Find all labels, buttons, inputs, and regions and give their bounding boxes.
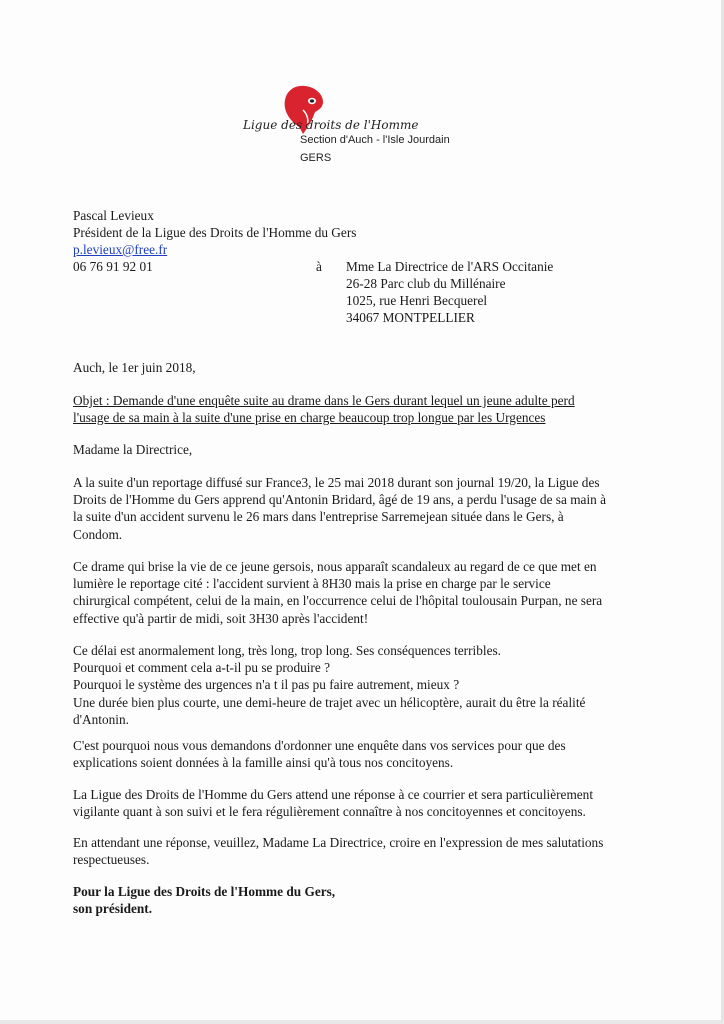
scan-edge-bottom (0, 1020, 724, 1024)
logo-region-text: GERS (300, 152, 332, 164)
body-paragraph (73, 737, 653, 771)
paragraph-line: chirurgical compétent, celui de la main, en l'occurrence celui de l'hôpital toulousain Purpan, ne sera (73, 593, 603, 609)
paragraph-line: La Ligue des Droits de l'Homme du Gers attend une réponse à ce courrier et sera particulièrement (73, 787, 594, 802)
paragraph-line: Une durée bien plus courte, une demi-heure de trajet avec un hélicoptère, aurait du être la réalité (73, 694, 586, 710)
paragraph-line: Ce drame qui brise la vie de ce jeune gersois, nous apparaît scandaleux au regard de ce que met en (73, 559, 597, 574)
paragraph-line: En attendant une réponse, veuillez, Madame La Directrice, croire en l'expression de mes salutations (73, 835, 604, 850)
paragraph-line: Condom. (73, 526, 123, 542)
salutation: Madame la Directrice, (73, 442, 193, 457)
body-paragraph (73, 834, 653, 868)
sender-name: Pascal Levieux (73, 208, 154, 223)
logo-section-text: Section d'Auch - l'Isle Jourdain (300, 134, 450, 146)
body-paragraph (73, 642, 653, 728)
paragraph-line: Ce délai est anormalement long, très long, trop long. Ses conséquences terribles. (73, 643, 501, 658)
ldh-logo (243, 80, 493, 175)
paragraph-line: la suite d'un accident survenu le 26 mars dans l'entreprise Sarremejean située dans le Gers, à (73, 509, 564, 525)
sender-title: Président de la Ligue des Droits de l'Homme du Gers (73, 225, 357, 240)
paragraph-line: A la suite d'un reportage diffusé sur France3, le 25 mai 2018 durant son journal 19/20, la Ligue des (73, 475, 600, 490)
sender-email-link[interactable]: p.levieux@free.fr (73, 242, 168, 257)
sender-phone: 06 76 91 92 01 (73, 259, 153, 274)
signature-line2: son président. (73, 901, 153, 916)
body-paragraph (73, 786, 653, 820)
paragraph-line: Droits de l'Homme du Gers apprend qu'Antonin Bridard, âgé de 19 ans, a perdu l'usage de sa main à (73, 492, 607, 508)
body-paragraph (73, 474, 653, 543)
letter-date: Auch, le 1er juin 2018, (73, 360, 196, 375)
paragraph-line: vigilante quant à son suivi et le fera régulièrement connaître à nos concitoyennes et concitoyens. (73, 804, 586, 820)
paragraph-line: C'est pourquoi nous vous demandons d'ordonner une enquête dans vos services pour que des (73, 738, 566, 753)
recipient-line2: 26-28 Parc club du Millénaire (346, 276, 506, 291)
recipient-line4: 34067 MONTPELLIER (346, 310, 475, 325)
paragraph-line: lumière le reportage cité : l'accident survient à 8H30 mais la prise en charge par le service (73, 576, 551, 592)
subject-line2: l'usage de sa main à la suite d'une prise en charge beaucoup trop longue par les Urgences (73, 410, 546, 425)
logo-script-text: Ligue des droits de l'Homme (243, 118, 419, 132)
paragraph-line: respectueuses. (73, 852, 150, 868)
paragraph-line: d'Antonin. (73, 711, 129, 727)
paragraph-line: explications soient données à la famille ainsi qu'à tous nos concitoyens. (73, 755, 454, 771)
paragraph-line: Pourquoi le système des urgences n'a t il pas pu faire autrement, mieux ? (73, 677, 460, 693)
paragraph-line: effective qu'à partir de midi, soit 3H30 après l'accident! (73, 610, 369, 626)
recipient-prefix: à (316, 259, 322, 274)
signature-line1: Pour la Ligue des Droits de l'Homme du Gers, (73, 884, 336, 899)
recipient-line3: 1025, rue Henri Becquerel (346, 293, 488, 308)
body-paragraph (73, 558, 653, 627)
recipient-line1: Mme La Directrice de l'ARS Occitanie (346, 259, 554, 274)
paragraph-line: Pourquoi et comment cela a-t-il pu se produire ? (73, 660, 330, 676)
subject-line1: Objet : Demande d'une enquête suite au drame dans le Gers durant lequel un jeune adulte perd (73, 393, 575, 408)
